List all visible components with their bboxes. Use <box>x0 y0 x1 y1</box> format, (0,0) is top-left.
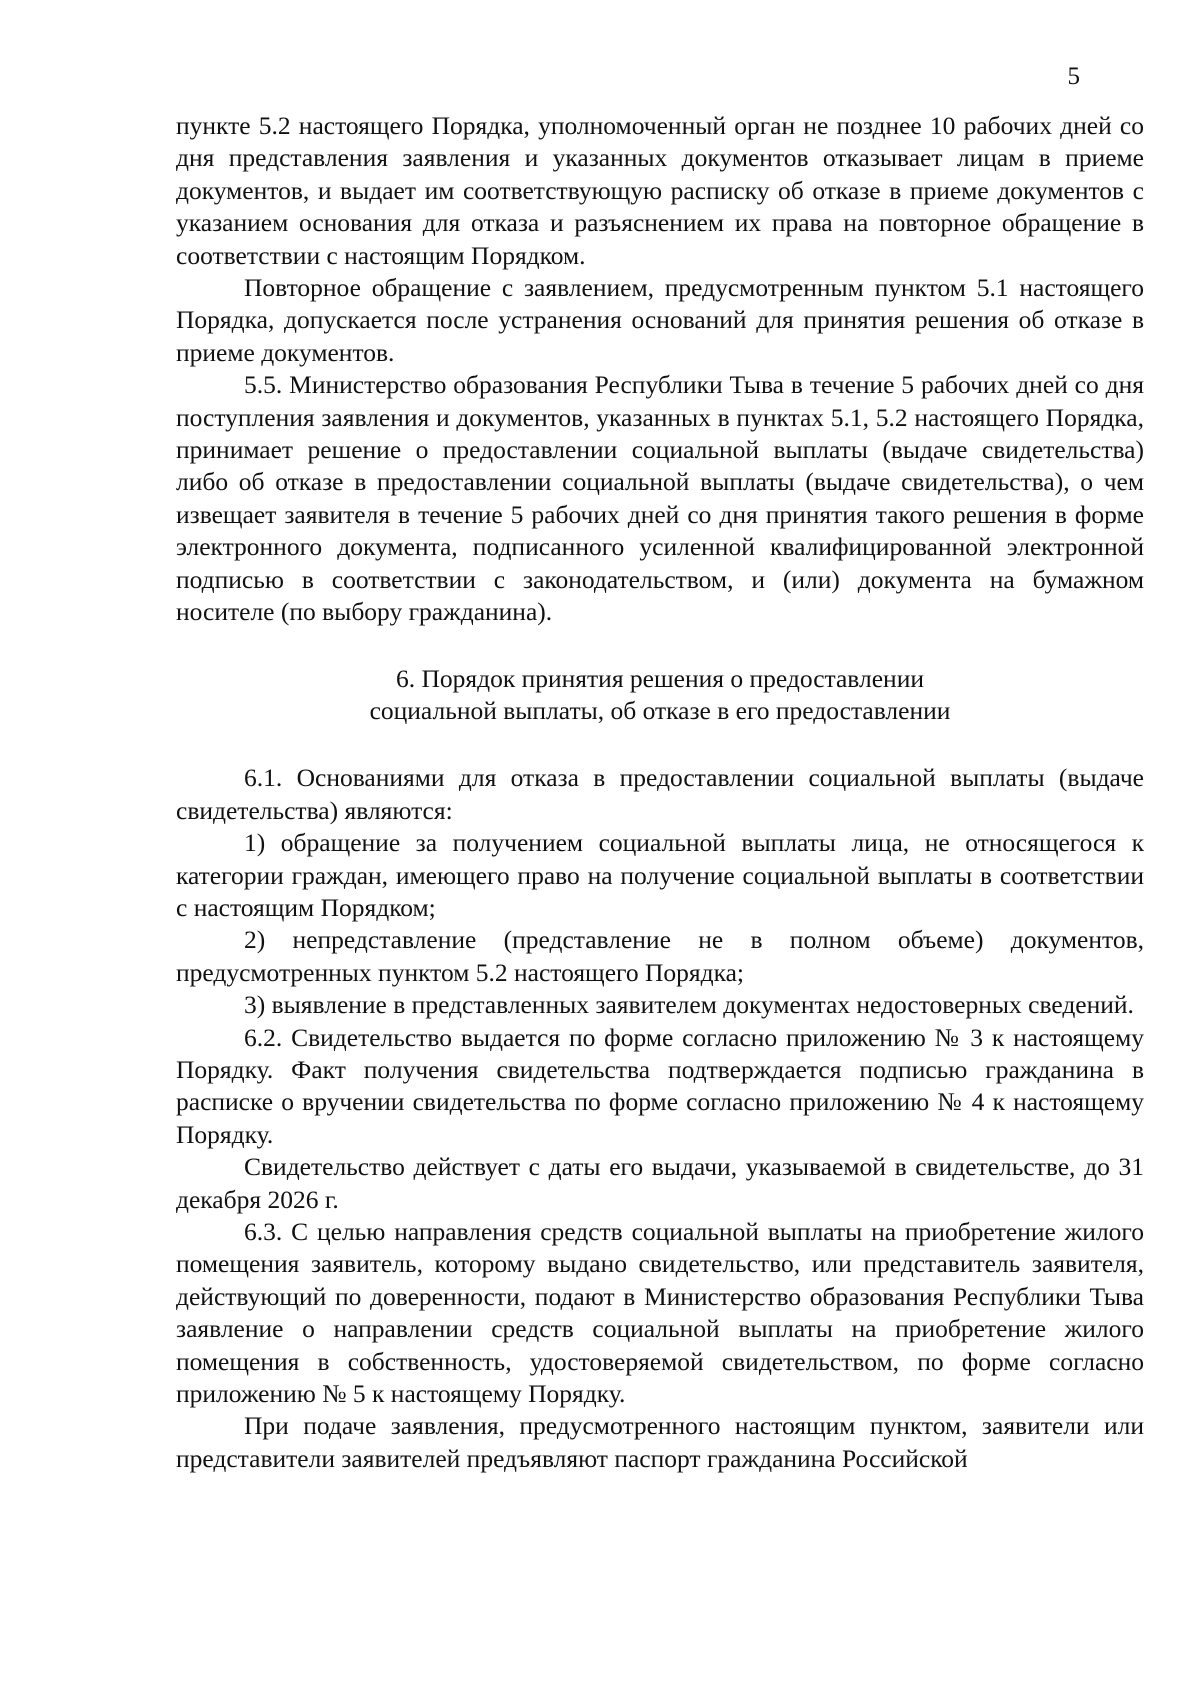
document-body <box>176 110 1144 1475</box>
clause-6-1: 6.1. Основаниями для отказа в предоставлении социальной выплаты (выдаче свидетельства) являются: <box>176 763 1144 825</box>
clause-5-5: 5.5. Министерство образования Республики Тыва в течение 5 рабочих дней со дня поступления заявления и документов, указанных в пунктах 5.1, 5.2 настоящего Порядка, принимает решение о предоставлении социальной выплаты (выдаче свидетельства) либо об отказе в предоставлении социальной выплаты (выдаче свидетельства), о чем извещает заявителя в течение 5 рабочих дней со дня принятия такого решения в форме электронного документа, подписанного усиленной квалифицированной электронной подписью в соответствии с законодательством, и (или) документа на бумажном носителе (по выбору гражданина). <box>176 370 1144 627</box>
paragraph: Повторное обращение с заявлением, предусмотренным пунктом 5.1 настоящего Порядка, допускается после устранения оснований для принятия решения об отказе в приеме документов. <box>176 273 1144 367</box>
section-heading-line-2: социальной выплаты, об отказе в его предоставлении <box>369 695 951 725</box>
clause-6-2: 6.2. Свидетельство выдается по форме согласно приложению № 3 к настоящему Порядку. Факт получения свидетельства подтверждается подписью гражданина в расписке о вручении свидетельства по форме согласно приложению № 4 к настоящему Порядку. <box>176 1022 1144 1149</box>
section-6-heading <box>176 663 1144 728</box>
clause-6-3: 6.3. С целью направления средств социальной выплаты на приобретение жилого помещения заявитель, которому выдано свидетельство, или представитель заявителя, действующий по доверенности, подают в Министерство образования Республики Тыва заявление о направлении средств социальной выплаты на приобретение жилого помещения в собственность, удостоверяемой свидетельством, по форме согласно приложению № 5 к настоящему Порядку. <box>176 1217 1144 1409</box>
page-number: 5 <box>1067 63 1080 90</box>
list-item: 1) обращение за получением социальной выплаты лица, не относящегося к категории граждан, имеющего право на получение социальной выплаты в соответствии с настоящим Порядком; <box>176 828 1144 922</box>
paragraph: Свидетельство действует с даты его выдачи, указываемой в свидетельстве, до 31 декабря 2026 г. <box>176 1152 1144 1214</box>
section-heading-line-1: 6. Порядок принятия решения о предоставлении <box>395 663 924 693</box>
list-item: 3) выявление в представленных заявителем документах недостоверных сведений. <box>244 990 1134 1020</box>
paragraph: пункте 5.2 настоящего Порядка, уполномоченный орган не позднее 10 рабочих дней со дня представления заявления и указанных документов отказывает лицам в приеме документов, и выдает им соответствующую расписку об отказе в приеме документов с указанием основания для отказа и разъяснением их права на повторное обращение в соответствии с настоящим Порядком. <box>176 111 1144 270</box>
paragraph: При подаче заявления, предусмотренного настоящим пунктом, заявители или представители заявителей предъявляют паспорт гражданина Российской <box>176 1411 1144 1473</box>
list-item: 2) непредставление (представление не в полном объеме) документов, предусмотренных пунктом 5.2 настоящего Порядка; <box>176 925 1144 987</box>
